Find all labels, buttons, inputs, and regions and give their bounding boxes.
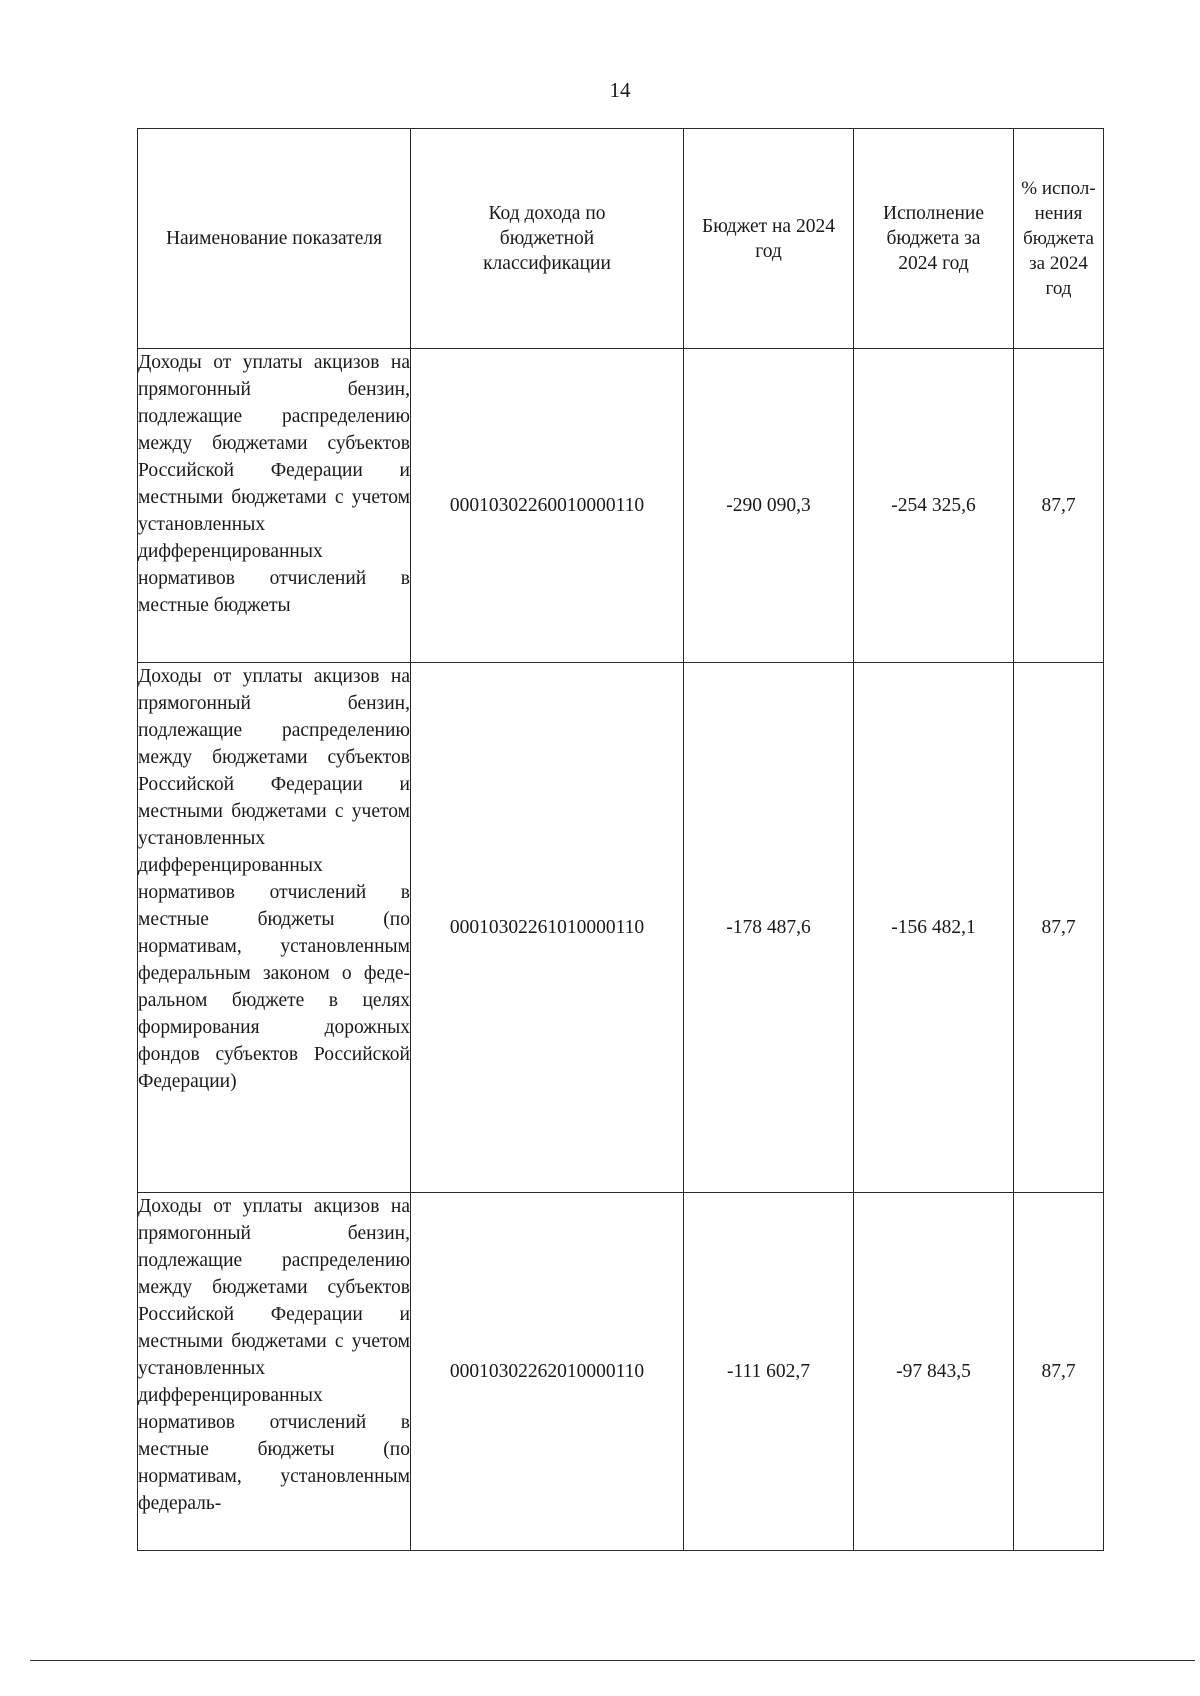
table-row — [138, 349, 1104, 663]
header-execution-percent: % исполнения бюджета за 2024 год — [1014, 129, 1104, 349]
table-header-row — [138, 129, 1104, 349]
row-execution-percent: 87,7 — [1014, 1193, 1104, 1551]
budget-execution-table — [137, 128, 1104, 1551]
row-execution-percent: 87,7 — [1014, 349, 1104, 663]
row-income-code: 00010302261010000110 — [411, 663, 684, 1193]
row-execution-value: -254 325,6 — [854, 349, 1014, 663]
header-income-code: Код дохода по бюджетной классификации — [411, 129, 684, 349]
row-budget-value: -178 487,6 — [684, 663, 854, 1193]
row-income-code: 00010302260010000110 — [411, 349, 684, 663]
row-indicator-name: Доходы от уплаты акцизов на прямогонный бензин, подлежащие распределению между бюджетами субъектов Российской Федерации и местными бюджетами с учетом установленных дифференцированных нормативов отчислений в местные бюджеты — [138, 349, 411, 663]
footer-divider — [30, 1660, 1195, 1661]
header-budget-2024: Бюджет на 2024 год — [684, 129, 854, 349]
row-budget-value: -290 090,3 — [684, 349, 854, 663]
header-execution-2024: Исполнение бюджета за 2024 год — [854, 129, 1014, 349]
table-row — [138, 663, 1104, 1193]
table-row — [138, 1193, 1104, 1551]
row-budget-value: -111 602,7 — [684, 1193, 854, 1551]
row-indicator-name: Доходы от уплаты акцизов на прямогонный бензин, подлежащие распределению между бюджетами субъектов Российской Федерации и местными бюджетами с учетом установленных дифференцированных нормативов отчислений в местные бюджеты (по нормативам, установленным федеральным законом о федеральном бюджете в целях формирования дорожных фондов субъектов Российской Федерации) — [138, 663, 411, 1193]
row-execution-value: -97 843,5 — [854, 1193, 1014, 1551]
row-execution-value: -156 482,1 — [854, 663, 1014, 1193]
page-number: 14 — [609, 78, 631, 102]
row-indicator-name: Доходы от уплаты акцизов на прямогонный бензин, подлежащие распределению между бюджетами субъектов Российской Федерации и местными бюджетами с учетом установленных дифференцированных нормативов отчислений в местные бюджеты (по нормативам, установленным федераль- — [138, 1193, 411, 1551]
header-indicator-name: Наименование показателя — [138, 129, 411, 349]
row-income-code: 00010302262010000110 — [411, 1193, 684, 1551]
row-execution-percent: 87,7 — [1014, 663, 1104, 1193]
